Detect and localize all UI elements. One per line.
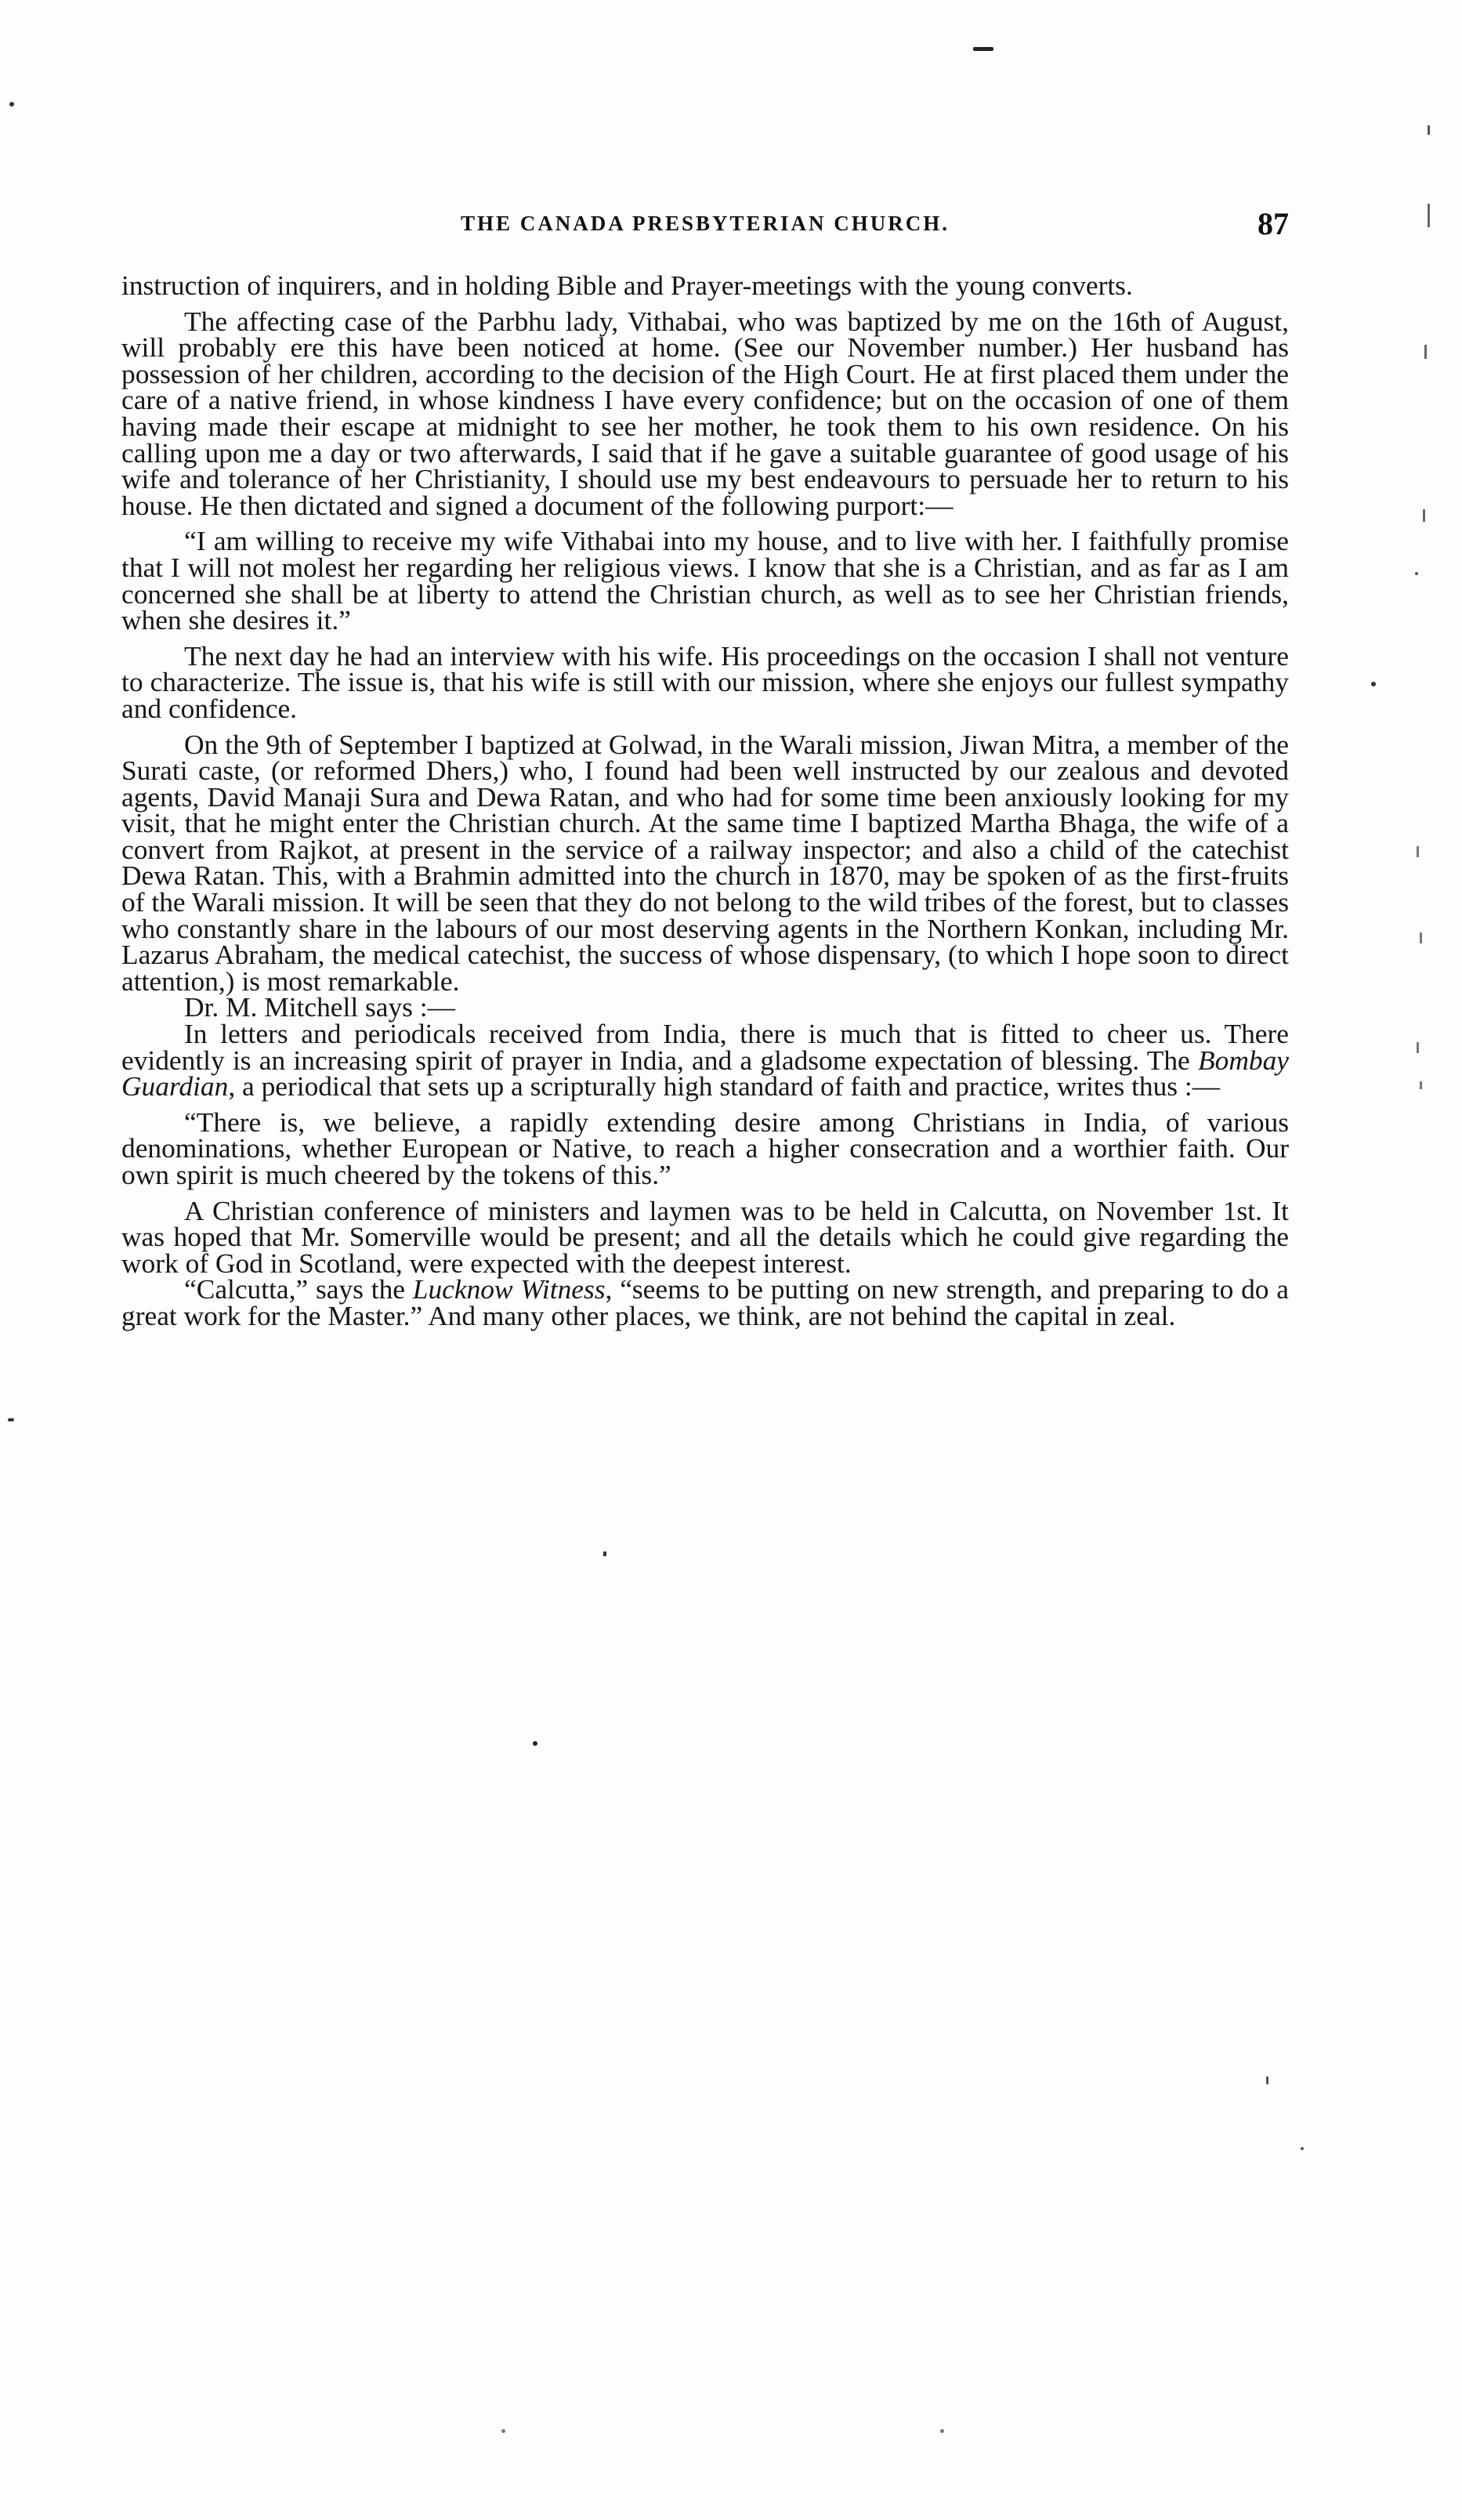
scan-speck	[1301, 2147, 1304, 2150]
scan-speck	[1415, 572, 1418, 575]
text-segment: “Calcutta,” says the	[184, 1273, 413, 1305]
scan-speck	[9, 102, 14, 107]
scan-speck	[973, 47, 993, 51]
scan-speck	[1420, 1081, 1422, 1089]
scan-speck	[1266, 2076, 1268, 2084]
scan-speck	[1424, 345, 1427, 359]
scan-speck	[603, 1551, 606, 1556]
quoted-document: “I am willing to receive my wife Vithabai into my house, and to live with her. I faithfully promise that I will not molest her regarding her religious views. I know that she is a Christian, and as far as I am concerned she shall be at liberty to attend the Christian church, as well as to see her Christian friends, when she desires it.”	[121, 525, 1289, 636]
scan-speck	[8, 1418, 14, 1421]
periodical-title: Lucknow Witness	[412, 1273, 606, 1305]
paragraph-interview: The next day he had an interview with his wife. His proceedings on the occasion I shall not venture to characterize. The issue is, that his wife is still with our mission, where she enjoys our fullest sympathy and confidence.	[121, 639, 1289, 724]
scan-speck	[1371, 682, 1376, 686]
paragraph-mitchell-says: Dr. M. Mitchell says :—	[184, 991, 456, 1023]
running-title: THE CANADA PRESBYTERIAN CHURCH.	[460, 212, 950, 235]
scan-speck	[1417, 1042, 1419, 1053]
periodical-title: Bombay Guardian	[121, 1044, 1289, 1102]
paragraph-calcutta-conference: A Christian conference of ministers and laymen was to be held in Calcutta, on November 1st. It was hoped that Mr. Somerville would be present; and all the details which he could give regarding the work of God in Scotland, were expected with the deepest interest.	[121, 1194, 1289, 1279]
page-header	[121, 205, 1289, 252]
scan-speck	[940, 2429, 944, 2433]
scan-speck	[1420, 932, 1422, 943]
scan-speck	[1428, 204, 1430, 227]
scan-speck	[1428, 125, 1430, 135]
page-number: 87	[1258, 206, 1289, 241]
paragraph-warali-mission: On the 9th of September I baptized at Golwad, in the Warali mission, Jiwan Mitra, a member of the Surati caste, (or reformed Dhers,) who, I found had been well instructed by our zealous and devoted agents, David Manaji Sura and Dewa Ratan, and who had for some time been anxiously looking for my visit, that he might enter the Christian church. At the same time I baptized Martha Bhaga, the wife of a convert from Rajkot, at present in the service of a railway inspector; and also a child of the catechist Dewa Ratan. This, with a Brahmin admitted into the church in 1870, may be spoken of as the first-fruits of the Warali mission. It will be seen that they do not belong to the wild tribes of the forest, but to classes who constantly share in the labours of our most deserving agents in the Northern Konkan, including Mr. Lazarus Abraham, the medical catechist, the success of whose dispensary, (to which I hope soon to direct attention,) is most remarkable.	[121, 728, 1289, 997]
paragraph-vithabai-case: The affecting case of the Parbhu lady, Vithabai, who was baptized by me on the 16th of August, will probably ere this have been noticed at home. (See our November number.) Her husband has possession of her children, according to the decision of the High Court. He at first placed them under the care of a native friend, in whose kindness I have every confidence; but on the occasion of one of them having made their escape at midnight to see her mother, he took them to his own residence. On his calling upon me a day or two afterwards, I said that if he gave a suitable guarantee of good usage of his wife and tolerance of her Christianity, I should use my best endeavours to persuade her to return to his house. He then dictated and signed a document of the following purport:—	[121, 305, 1289, 521]
paragraph-lucknow-witness	[121, 1273, 1290, 1331]
paragraph-letters-from-india	[121, 1018, 1289, 1102]
text-segment: , a periodical that sets up a scripturally high standard of faith and practice, writes thus :—	[228, 1070, 1221, 1102]
paragraph-continued: instruction of inquirers, and in holding Bible and Prayer-meetings with the young converts.	[121, 270, 1133, 301]
text-segment: , “seems to be putting on new strength, and preparing to do a great work for the Master.” And many other places, we think, are not behind the capital in zeal.	[121, 1273, 1290, 1331]
scan-speck	[501, 2429, 505, 2433]
body-text	[121, 270, 1290, 1339]
text-segment: In letters and periodicals received from India, there is much that is fitted to cheer us. There evidently is an increasing spirit of prayer in India, and a gladsome expectation of blessing. The	[121, 1018, 1289, 1076]
quoted-bombay-guardian: “There is, we believe, a rapidly extending desire among Christians in India, of various denominations, whether European or Native, to reach a higher consecration and a worthier faith. Our own spirit is much cheered by the tokens of this.”	[121, 1106, 1289, 1190]
scan-speck	[533, 1741, 537, 1746]
scan-speck	[1423, 509, 1425, 522]
scan-speck	[1417, 846, 1419, 857]
